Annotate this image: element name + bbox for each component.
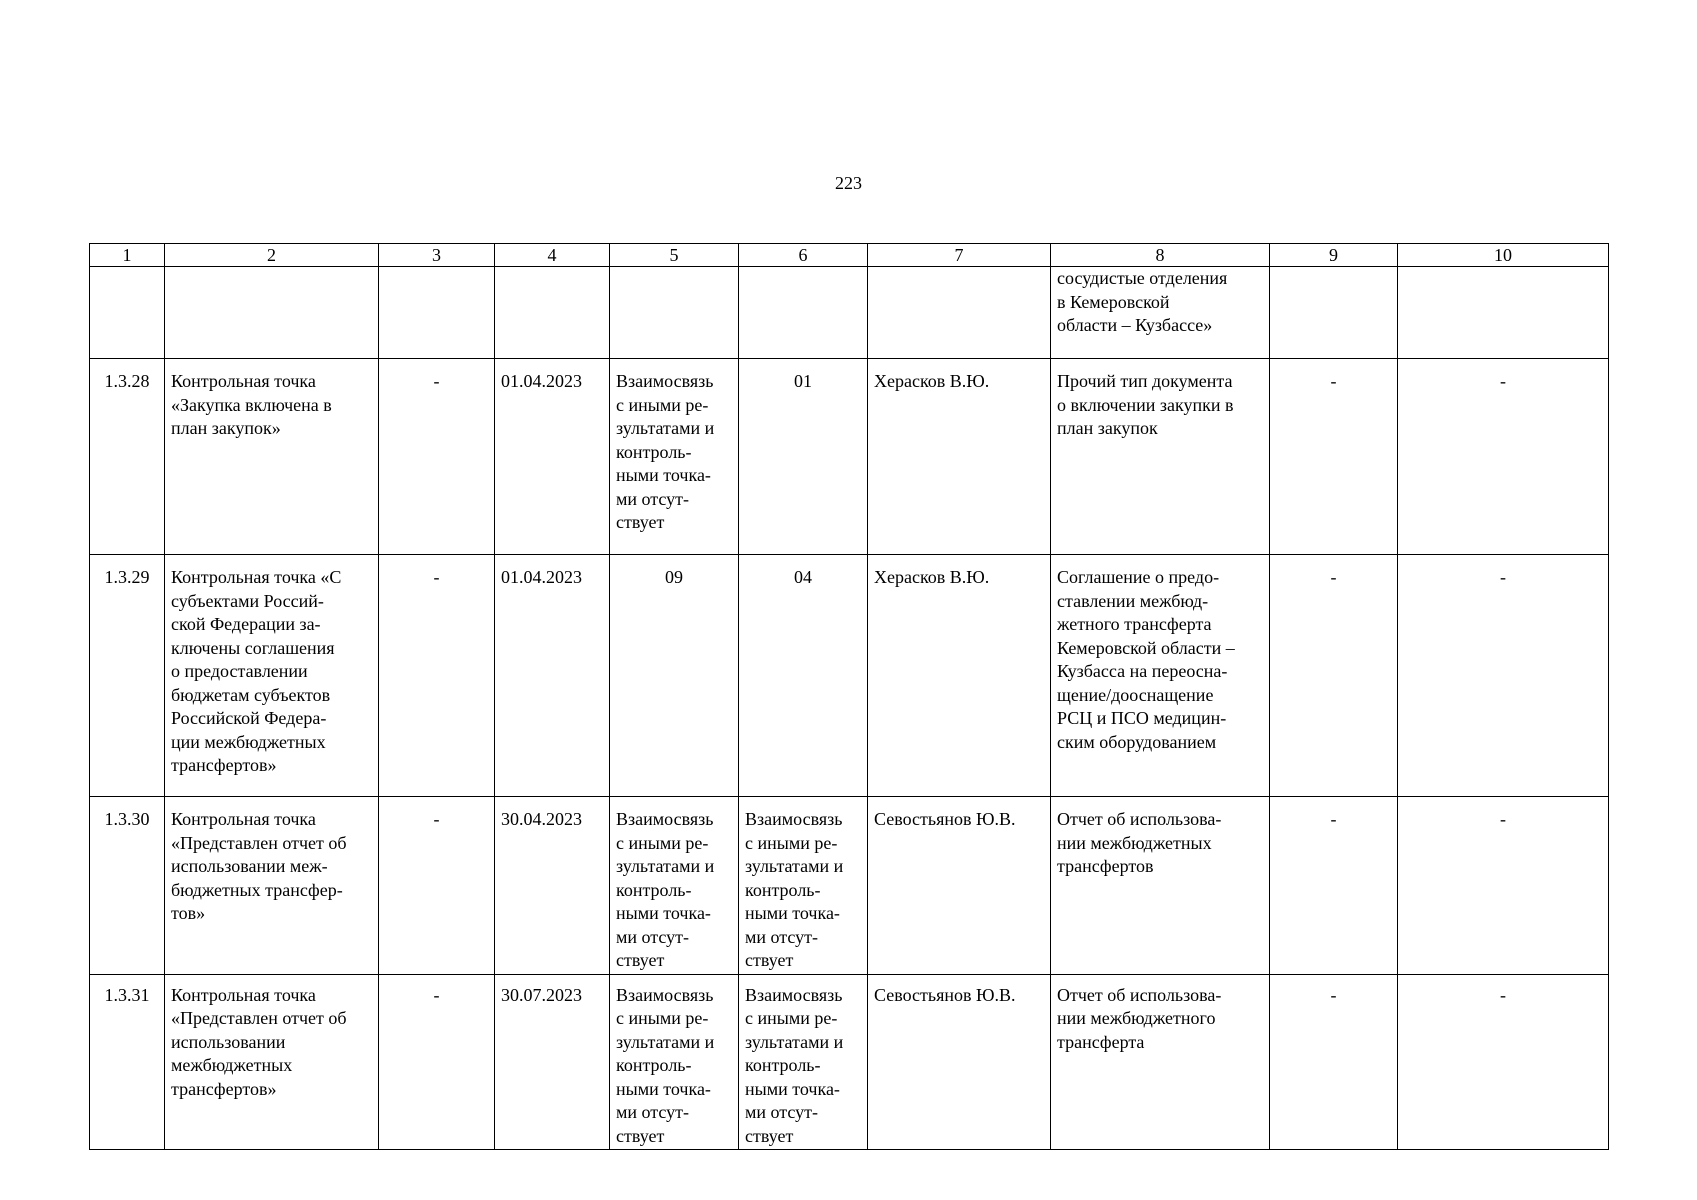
cell-date: 01.04.2023	[495, 555, 610, 797]
column-header: 1	[90, 244, 165, 267]
column-header: 10	[1398, 244, 1609, 267]
column-header: 4	[495, 244, 610, 267]
cell-document: Прочий тип документа о включении закупки в план закупок	[1051, 359, 1270, 555]
column-header: 6	[739, 244, 868, 267]
table-row	[90, 267, 1609, 359]
control-points-table	[89, 243, 1609, 1150]
table-row	[90, 555, 1609, 797]
cell-name	[165, 267, 379, 359]
cell-responsible: Севостьянов Ю.В.	[868, 797, 1051, 975]
cell-col6: 04	[739, 555, 868, 797]
column-header: 9	[1270, 244, 1398, 267]
cell-col5	[610, 267, 739, 359]
cell-document: Отчет об использова- нии межбюджетных трансфертов	[1051, 797, 1270, 975]
cell-number: 1.3.30	[90, 797, 165, 975]
cell-number: 1.3.28	[90, 359, 165, 555]
cell-col6: 01	[739, 359, 868, 555]
cell-col3: -	[379, 797, 495, 975]
cell-col9	[1270, 267, 1398, 359]
cell-name: Контрольная точка «Представлен отчет об использовании межбюджетных трансфертов»	[165, 974, 379, 1150]
cell-responsible: Севостьянов Ю.В.	[868, 974, 1051, 1150]
cell-number: 1.3.29	[90, 555, 165, 797]
cell-col6: Взаимосвязь с иными ре- зультатами и контроль- ными точка- ми отсут- ствует	[739, 974, 868, 1150]
cell-col9: -	[1270, 555, 1398, 797]
column-header: 5	[610, 244, 739, 267]
cell-col3: -	[379, 555, 495, 797]
cell-col10: -	[1398, 974, 1609, 1150]
column-header: 3	[379, 244, 495, 267]
cell-col5: Взаимосвязь с иными ре- зультатами и контроль- ными точка- ми отсут- ствует	[610, 797, 739, 975]
cell-col9: -	[1270, 359, 1398, 555]
cell-number: 1.3.31	[90, 974, 165, 1150]
cell-col10: -	[1398, 797, 1609, 975]
cell-col10	[1398, 267, 1609, 359]
cell-col5: Взаимосвязь с иными ре- зультатами и контроль- ными точка- ми отсут- ствует	[610, 974, 739, 1150]
cell-date: 30.07.2023	[495, 974, 610, 1150]
cell-col3: -	[379, 359, 495, 555]
cell-col6: Взаимосвязь с иными ре- зультатами и контроль- ными точка- ми отсут- ствует	[739, 797, 868, 975]
table-row	[90, 797, 1609, 975]
table-row	[90, 359, 1609, 555]
cell-document: сосудистые отделения в Кемеровской области – Кузбассе»	[1051, 267, 1270, 359]
cell-name: Контрольная точка «Представлен отчет об использовании меж- бюджетных трансфер- тов»	[165, 797, 379, 975]
cell-responsible	[868, 267, 1051, 359]
column-header: 2	[165, 244, 379, 267]
cell-col9: -	[1270, 974, 1398, 1150]
column-header: 7	[868, 244, 1051, 267]
cell-name: Контрольная точка «С субъектами Россий- ской Федерации за- ключены соглашения о предоставлении бюджетам субъектов Российской Федера- ции межбюджетных трансфертов»	[165, 555, 379, 797]
cell-number	[90, 267, 165, 359]
page-number: 223	[835, 173, 862, 193]
cell-col6	[739, 267, 868, 359]
cell-document: Отчет об использова- нии межбюджетного трансферта	[1051, 974, 1270, 1150]
cell-document: Соглашение о предо- ставлении межбюд- жетного трансферта Кемеровской области – Кузбасса на переосна- щение/дооснащение РСЦ и ПСО медицин- ским оборудованием	[1051, 555, 1270, 797]
cell-col3: -	[379, 974, 495, 1150]
cell-col10: -	[1398, 555, 1609, 797]
table-header-row	[90, 244, 1609, 267]
table-row	[90, 974, 1609, 1150]
cell-date: 01.04.2023	[495, 359, 610, 555]
column-header: 8	[1051, 244, 1270, 267]
cell-col5: Взаимосвязь с иными ре- зультатами и контроль- ными точка- ми отсут- ствует	[610, 359, 739, 555]
cell-responsible: Херасков В.Ю.	[868, 359, 1051, 555]
cell-col9: -	[1270, 797, 1398, 975]
cell-date	[495, 267, 610, 359]
cell-col10: -	[1398, 359, 1609, 555]
cell-responsible: Херасков В.Ю.	[868, 555, 1051, 797]
cell-date: 30.04.2023	[495, 797, 610, 975]
cell-col3	[379, 267, 495, 359]
cell-name: Контрольная точка «Закупка включена в план закупок»	[165, 359, 379, 555]
cell-col5: 09	[610, 555, 739, 797]
